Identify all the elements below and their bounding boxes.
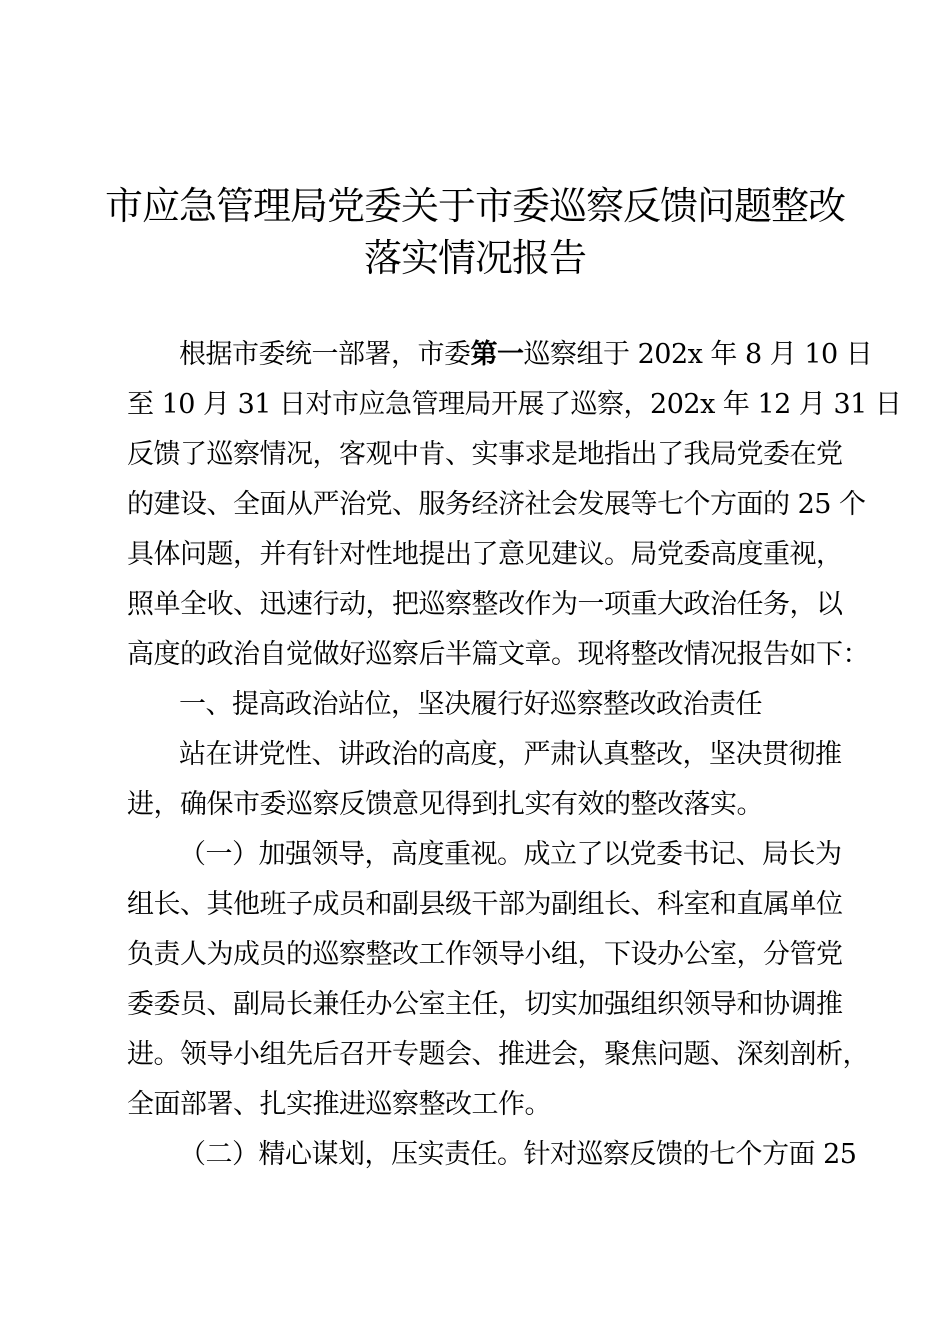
- paragraph-intro-line: 高度的政治自觉做好巡察后半篇文章。现将整改情况报告如下：: [127, 639, 869, 670]
- document-title-line-2: 落实情况报告: [363, 236, 586, 280]
- item-paragraph-line: 组长、其他班子成员和副县级干部为副组长、科室和直属单位: [127, 889, 843, 920]
- document-body: [127, 330, 902, 1180]
- intro-text: 根据市委统一部署，市委: [179, 339, 471, 370]
- item-paragraph-line: 全面部署、扎实推进巡察整改工作。: [127, 1089, 551, 1120]
- item-paragraph-line: 委委员、副局长兼任办公室主任，切实加强组织领导和协调推: [127, 989, 843, 1020]
- intro-text: 巡察组于 202x 年 8 月 10 日: [523, 339, 873, 370]
- document-title-line-1: 市应急管理局党委关于市委巡察反馈问题整改: [104, 184, 845, 228]
- paragraph-intro-line: 反馈了巡察情况，客观中肯、实事求是地指出了我局党委在党: [127, 439, 843, 470]
- paragraph-intro-line: 照单全收、迅速行动，把巡察整改作为一项重大政治任务，以: [127, 589, 843, 620]
- section-intro-line: 站在讲党性、讲政治的高度，严肃认真整改，坚决贯彻推: [179, 739, 842, 770]
- paragraph-intro-line: [127, 330, 873, 380]
- item-paragraph-line: （一）加强领导，高度重视。成立了以党委书记、局长为: [179, 839, 842, 870]
- item-paragraph-line: 负责人为成员的巡察整改工作领导小组，下设办公室，分管党: [127, 939, 843, 970]
- section-heading: 一、提高政治站位，坚决履行好巡察整改政治责任: [179, 689, 762, 720]
- item-paragraph-line: 进。领导小组先后召开专题会、推进会，聚焦问题、深刻剖析，: [127, 1039, 869, 1070]
- item-paragraph-line: （二）精心谋划，压实责任。针对巡察反馈的七个方面 25: [179, 1139, 857, 1170]
- paragraph-intro-line: 至 10 月 31 日对市应急管理局开展了巡察，202x 年 12 月 31 日: [127, 389, 902, 420]
- section-intro-line: 进，确保市委巡察反馈意见得到扎实有效的整改落实。: [127, 789, 763, 820]
- intro-bold-text: 第一: [470, 339, 524, 370]
- paragraph-intro-line: 具体问题，并有针对性地提出了意见建议。局党委高度重视，: [127, 539, 843, 570]
- paragraph-intro-line: 的建设、全面从严治党、服务经济社会发展等七个方面的 25 个: [127, 489, 866, 520]
